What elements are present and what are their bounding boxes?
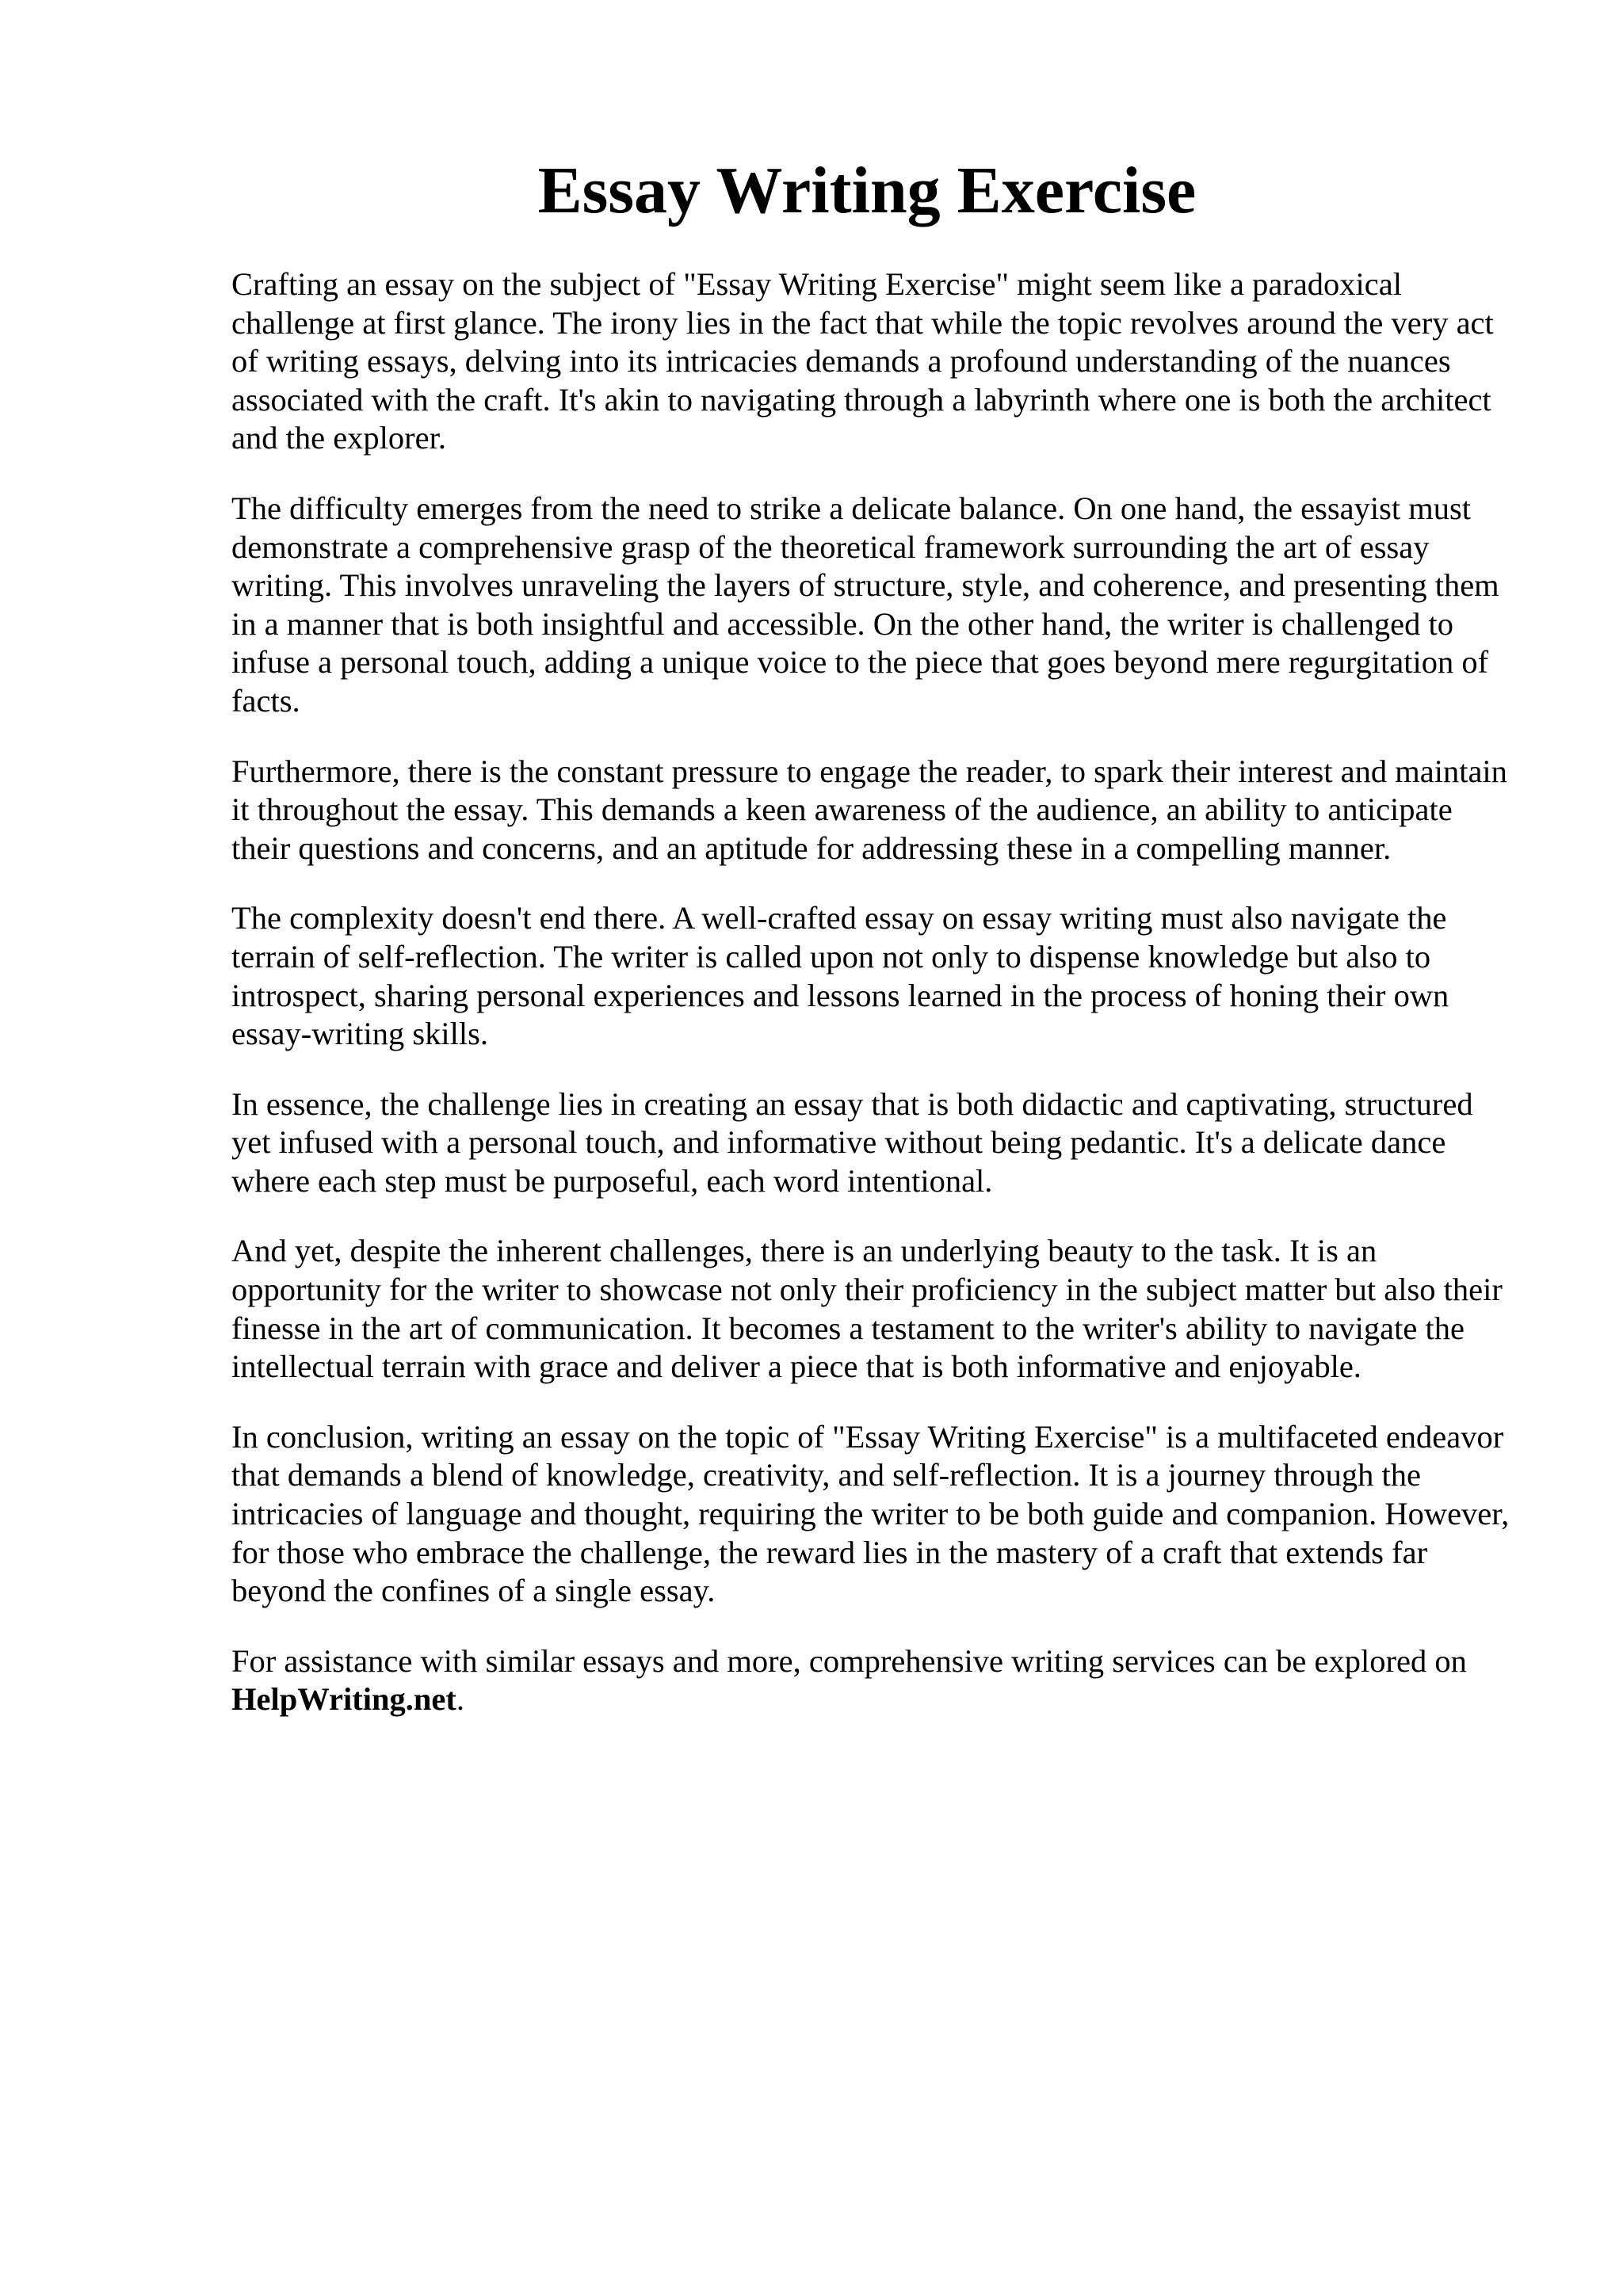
paragraph-3: Furthermore, there is the constant pressure to engage the reader, to spark their interest and maintain it throughout the essay. This demands a keen awareness of the audience, an ability to anticipate their questions and concerns, and an aptitude for addressing these in a compelling manner. bbox=[231, 753, 1507, 866]
paragraph-6: And yet, despite the inherent challenges, there is an underlying beauty to the task. It is an opportunity for the writer to showcase not only their proficiency in the subject matter but also their finesse in the art of communication. It becomes a testament to the writer's ability to navigate the intellectual terrain with grace and deliver a piece that is both informative and enjoyable. bbox=[231, 1233, 1503, 1385]
paragraph-7: In conclusion, writing an essay on the topic of "Essay Writing Exercise" is a multifaceted endeavor that demands a blend of knowledge, creativity, and self-reflection. It is a journey through the intricacies of language and thought, requiring the writer to be both guide and companion. However, for those who embrace the challenge, the reward lies in the mastery of a craft that extends far beyond the confines of a single essay. bbox=[231, 1418, 1510, 1609]
helpwriting-link[interactable]: HelpWriting.net bbox=[231, 1681, 456, 1718]
closing-text: For assistance with similar essays and more, comprehensive writing services can be explored on bbox=[231, 1642, 1467, 1679]
paragraph-4: The complexity doesn't end there. A well-crafted essay on essay writing must also navigate the terrain of self-reflection. The writer is called upon not only to dispense knowledge but also to introspect, sharing personal experiences and lessons learned in the process of honing their own essay-writing skills. bbox=[231, 900, 1449, 1052]
document-body bbox=[231, 265, 1515, 1751]
paragraph-1: Crafting an essay on the subject of "Essay Writing Exercise" might seem like a paradoxical challenge at first glance. The irony lies in the fact that while the topic revolves around the very act of writing essays, delving into its intricacies demands a profound understanding of the nuances associated with the craft. It's akin to navigating through a labyrinth where one is both the architect and the explorer. bbox=[231, 266, 1494, 456]
paragraph-2: The difficulty emerges from the need to strike a delicate balance. On one hand, the essayist must demonstrate a comprehensive grasp of the theoretical framework surrounding the art of essay writing. This involves unraveling the layers of structure, style, and coherence, and presenting them in a manner that is both insightful and accessible. On the other hand, the writer is challenged to infuse a personal touch, adding a unique voice to the piece that goes beyond mere regurgitation of facts. bbox=[231, 490, 1499, 719]
closing-paragraph bbox=[231, 1642, 1515, 1719]
document-title: Essay Writing Exercise bbox=[537, 154, 1197, 227]
paragraph-5: In essence, the challenge lies in creating an essay that is both didactic and captivating, structured yet infused with a personal touch, and informative without being pedantic. It's a delicate dance where each step must be purposeful, each word intentional. bbox=[231, 1085, 1473, 1199]
closing-period: . bbox=[456, 1681, 465, 1718]
